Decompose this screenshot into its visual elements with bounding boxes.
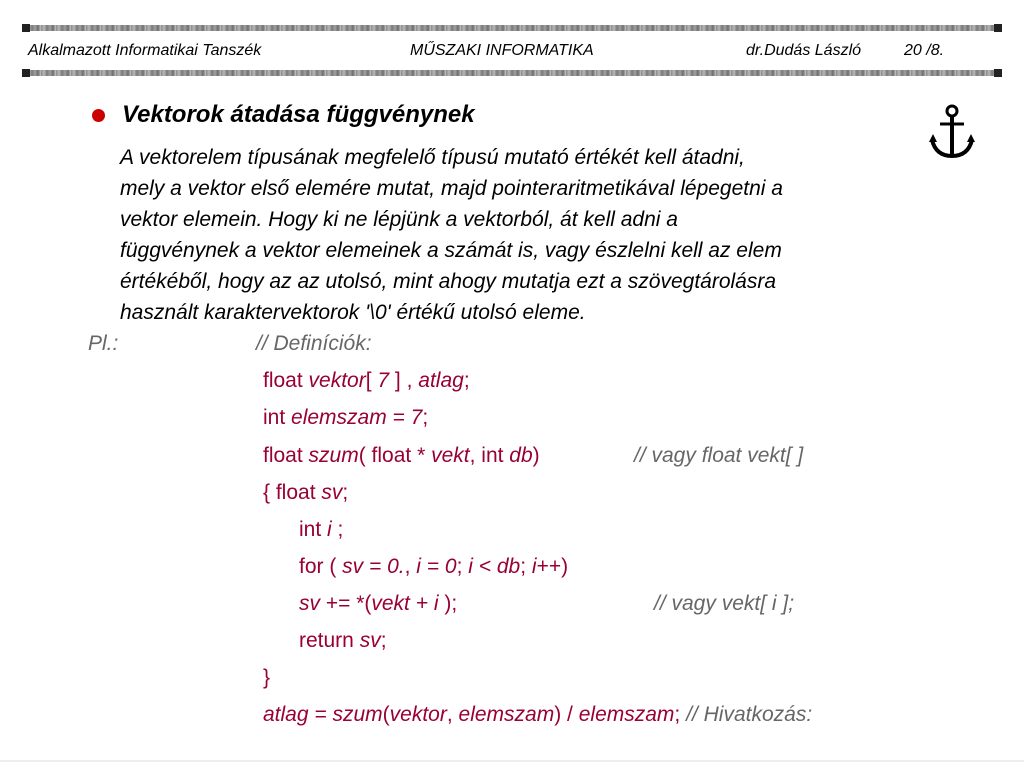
code-line-function-signature: float szum( float * vekt, int db) — [263, 444, 540, 467]
paragraph-line: függvénynek a vektor elemeinek a számát is, vagy észlelni kell az elem — [120, 239, 782, 262]
header-course: MŰSZAKI INFORMATIKA — [410, 42, 594, 59]
header-page-number: 20 /8. — [904, 42, 945, 59]
header-top-bar — [26, 25, 998, 31]
code-comment: // vagy float vekt[ ] — [634, 444, 804, 467]
description-paragraph — [120, 142, 940, 328]
header-author: dr.Dudás László — [746, 42, 862, 59]
bar-end-left — [22, 24, 30, 32]
code-line-int-i: int i ; — [299, 518, 344, 541]
code-line-for-loop: for ( sv = 0., i = 0; i < db; i++) — [299, 555, 569, 578]
header-bottom-bar — [26, 70, 998, 76]
example-label: Pl.: — [88, 332, 119, 355]
code-comment: // vagy vekt[ i ]; — [654, 592, 795, 615]
code-line-return: return sv; — [299, 629, 387, 652]
code-line-elemszam: int elemszam = 7; — [263, 406, 429, 429]
bottom-divider — [0, 760, 1024, 762]
code-line-block-open: { float sv; — [263, 481, 349, 504]
slide-heading: Vektorok átadása függvénynek — [122, 101, 475, 128]
bar-end-right — [994, 24, 1002, 32]
code-comment: // Hivatkozás: — [686, 703, 813, 726]
code-line-accumulate: sv += *(vekt + i ); — [299, 592, 458, 615]
slide-header — [28, 42, 988, 64]
code-line-block-close: } — [263, 666, 271, 689]
bar-end-left — [22, 69, 30, 77]
paragraph-line: használt karaktervektorok '\0' értékű utolsó eleme. — [120, 301, 586, 324]
paragraph-line: mely a vektor első elemére mutat, majd pointeraritmetikával lépegetni a — [120, 177, 783, 200]
paragraph-line: értékéből, hogy az az utolsó, mint ahogy mutatja ezt a szövegtárolásra — [120, 270, 777, 293]
code-line-vector-decl: float vektor[ 7 ] , atlag; — [263, 369, 470, 392]
header-department: Alkalmazott Informatikai Tanszék — [28, 42, 262, 59]
paragraph-line: vektor elemein. Hogy ki ne lépjünk a vektorból, át kell adni a — [120, 208, 678, 231]
paragraph-line: A vektorelem típusának megfelelő típusú mutató értékét kell átadni, — [120, 146, 745, 169]
definitions-comment: // Definíciók: — [256, 332, 372, 355]
bullet-icon — [92, 109, 105, 122]
code-line-call: atlag = szum(vektor, elemszam) / elemszam; // Hivatkozás: — [263, 703, 813, 726]
bar-end-right — [994, 69, 1002, 77]
